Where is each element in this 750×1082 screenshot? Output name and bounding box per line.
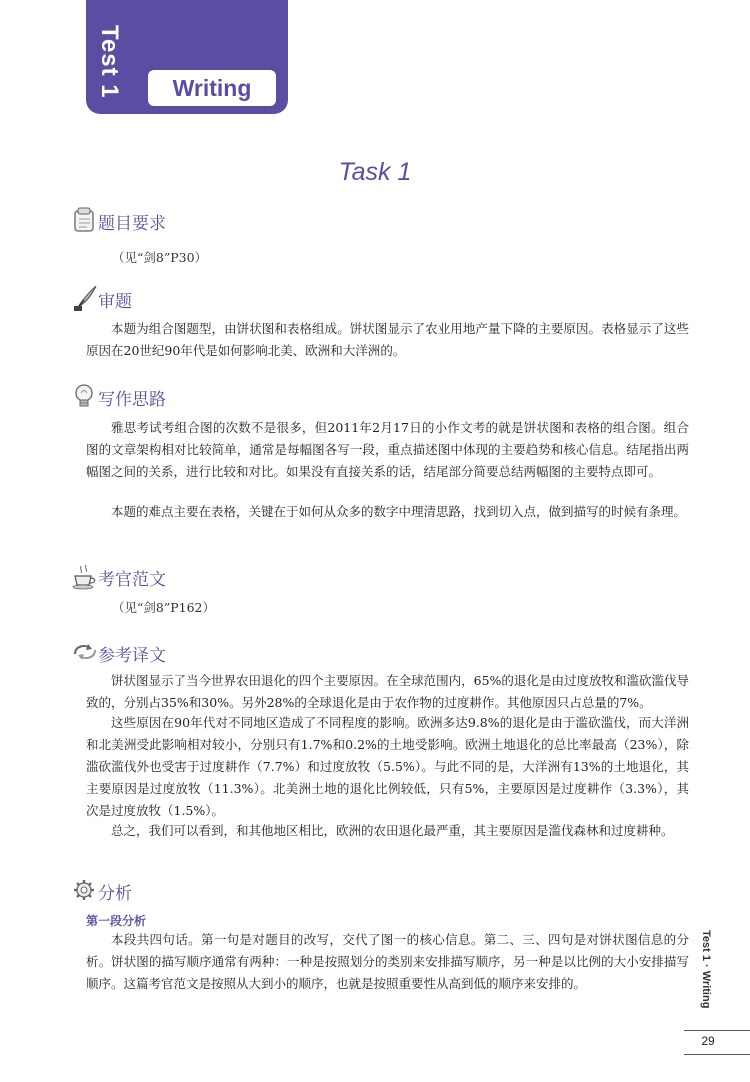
running-head: Test 1 · Writing	[700, 930, 712, 1009]
translation-paragraph-3: 总之，我们可以看到，和其他地区相比，欧洲的农田退化最严重，其主要原因是滥伐森林和过度耕种。	[111, 823, 674, 838]
approach-paragraph-1: 雅思考试考组合图的次数不是很多，但2011年2月17日的小作文考的就是饼状图和表格的组合图。组合图的文章架构相对比较简单，通常是每幅图各写一段，重点描述图中体现的主要趋势和核心信息。结尾指出两幅图之间的关系，进行比较和对比。如果没有直接关系的话，结尾部分简要总结两幅图的主要特点即可。	[86, 420, 689, 479]
section-title: 审题	[98, 292, 132, 312]
reference-text: （见“剑8”P30）	[112, 250, 208, 265]
page-number: 29	[701, 1034, 715, 1048]
analysis-subheading: 第一段分析	[86, 914, 147, 928]
test-label: Test 1	[96, 25, 123, 99]
divider	[684, 1030, 750, 1031]
task-title: Task 1	[338, 158, 412, 186]
translation-paragraph-2: 这些原因在90年代对不同地区造成了不同程度的影响。欧洲多达9.8%的退化是由于滥砍滥伐，而大洋洲和北美洲受此影响相对较小，分别只有1.7%和0.2%的土地受影响。欧洲土地退化的总比率最高（23%），除滥砍滥伐外也受害于过度耕作（7.7%）和过度放牧（5.5%）。与此不同的是，大洋洲有13%的土地退化，其主要原因是过度放牧（11.3%）。北美洲土地的退化比例较低，只有5%，主要原因是过度耕作（3.3%），其次是过度放牧（1.5%）。	[86, 715, 689, 818]
notepad-icon	[72, 206, 98, 234]
section-pill	[148, 70, 276, 106]
section-label: Writing	[172, 75, 252, 101]
lightbulb-icon	[72, 382, 98, 410]
quill-pen-icon	[72, 284, 98, 312]
section-title: 题目要求	[98, 214, 166, 234]
gear-icon	[72, 876, 98, 904]
divider	[684, 1054, 750, 1055]
section-title: 写作思路	[98, 390, 166, 410]
section-title: 考官范文	[98, 570, 166, 590]
approach-paragraph-2: 本题的难点主要在表格，关键在于如何从众多的数字中理清思路，找到切入点，做到描写的时候有条理。	[111, 504, 687, 519]
review-paragraph: 本题为组合图题型，由饼状图和表格组成。饼状图显示了农业用地产量下降的主要原因。表格显示了这些原因在20世纪90年代是如何影响北美、欧洲和大洋洲的。	[86, 321, 689, 358]
translation-paragraph-1: 饼状图显示了当今世界农田退化的四个主要原因。在全球范围内，65%的退化是由过度放牧和滥砍滥伐导致的，分别占35%和30%。另外28%的全球退化是由于农作物的过度耕作。其他原因只占总量的7%。	[86, 673, 689, 710]
section-title: 参考译文	[98, 646, 166, 666]
analysis-paragraph: 本段共四句话。第一句是对题目的改写，交代了图一的核心信息。第二、三、四句是对饼状图信息的分析。饼状图的描写顺序通常有两种：一种是按照划分的类别来安排描写顺序，另一种是以比例的大小安排描写顺序。这篇考官范文是按照从大到小的顺序，也就是按照重要性从高到低的顺序来安排的。	[86, 932, 689, 991]
reference-text: （见“剑8”P162）	[112, 600, 216, 615]
translate-arrows-icon	[72, 638, 98, 666]
coffee-cup-icon	[72, 562, 98, 590]
section-title: 分析	[98, 884, 132, 904]
